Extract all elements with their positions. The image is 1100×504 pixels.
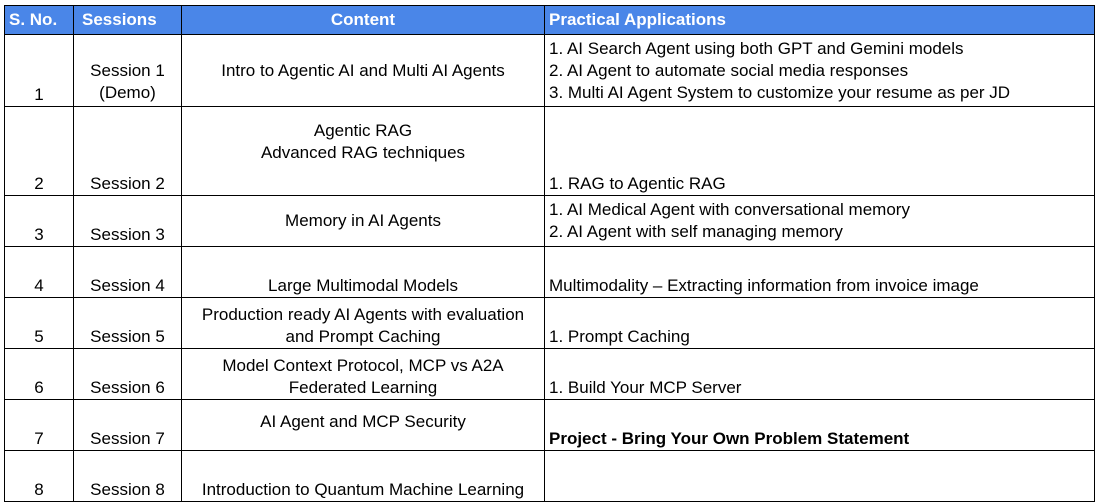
- session-cell: [74, 35, 182, 107]
- content-text: Memory in AI Agents: [285, 211, 441, 230]
- table-row: [5, 247, 1095, 298]
- sno-cell: 8: [5, 451, 74, 502]
- session-label: Session 8: [90, 480, 165, 499]
- content-text: Introduction to Quantum Machine Learning: [201, 480, 525, 499]
- session-label: Session 7: [90, 429, 165, 448]
- header-sessions: Sessions: [74, 6, 182, 35]
- header-sno: S. No.: [5, 6, 74, 35]
- practical-cell: [545, 400, 1095, 451]
- table-row: [5, 451, 1095, 502]
- session-cell: [74, 349, 182, 400]
- practical-item: 1. Prompt Caching: [549, 327, 690, 346]
- session-label: Session 3: [90, 225, 165, 244]
- table-row: [5, 400, 1095, 451]
- sno-cell: 4: [5, 247, 74, 298]
- table-row: [5, 35, 1095, 107]
- content-text: Agentic RAG: [313, 121, 413, 140]
- table-row: [5, 349, 1095, 400]
- practical-cell: [545, 107, 1095, 196]
- practical-item: Multimodality – Extracting information from invoice image: [549, 276, 979, 295]
- content-text: Production ready AI Agents with evaluation and Prompt Caching: [201, 305, 525, 346]
- sno-cell: 3: [5, 196, 74, 247]
- curriculum-table: [4, 5, 1095, 502]
- session-cell: [74, 451, 182, 502]
- header-content: Content: [182, 6, 545, 35]
- header-practical-applications: Practical Applications: [545, 6, 1095, 35]
- content-text: Model Context Protocol, MCP vs A2A: [222, 356, 504, 375]
- session-label: Session 2: [90, 174, 165, 193]
- practical-item: 1. Build Your MCP Server: [549, 378, 742, 397]
- practical-cell: [545, 298, 1095, 349]
- table-row: [5, 298, 1095, 349]
- content-text: Large Multimodal Models: [268, 276, 458, 295]
- table-row: [5, 107, 1095, 196]
- sno-cell: 5: [5, 298, 74, 349]
- practical-cell: [545, 349, 1095, 400]
- practical-item: 1. AI Search Agent using both GPT and Gemini models: [549, 38, 964, 58]
- session-label: Session 4: [90, 276, 165, 295]
- session-label: Session 5: [90, 327, 165, 346]
- content-cell: [182, 35, 545, 107]
- content-cell: [182, 196, 545, 247]
- table-row: [5, 196, 1095, 247]
- practical-cell: [545, 451, 1095, 502]
- content-cell: [182, 400, 545, 451]
- practical-cell: [545, 196, 1095, 247]
- content-cell: [182, 247, 545, 298]
- session-label: Session 6: [90, 378, 165, 397]
- session-label: Session 1: [90, 60, 165, 80]
- session-cell: [74, 247, 182, 298]
- content-text: Intro to Agentic AI and Multi AI Agents: [221, 60, 505, 80]
- practical-item: 3. Multi AI Agent System to customize your resume as per JD: [549, 82, 1011, 102]
- content-text: Federated Learning: [288, 378, 438, 397]
- session-cell: [74, 298, 182, 349]
- content-text: AI Agent and MCP Security: [260, 412, 466, 431]
- practical-cell: [545, 35, 1095, 107]
- session-cell: [74, 400, 182, 451]
- content-text: Advanced RAG techniques: [260, 143, 466, 162]
- sno-cell: 1: [5, 35, 74, 107]
- practical-cell: [545, 247, 1095, 298]
- sno-cell: 7: [5, 400, 74, 451]
- session-cell: [74, 107, 182, 196]
- project-statement: Project - Bring Your Own Problem Statement: [549, 429, 910, 448]
- session-sublabel: (Demo): [99, 82, 156, 102]
- practical-item: 1. AI Medical Agent with conversational memory: [549, 200, 910, 219]
- practical-item: 1. RAG to Agentic RAG: [549, 174, 726, 193]
- content-cell: [182, 451, 545, 502]
- content-cell: [182, 298, 545, 349]
- sno-cell: 2: [5, 107, 74, 196]
- practical-item: 2. AI Agent to automate social media responses: [549, 60, 909, 80]
- sno-cell: 6: [5, 349, 74, 400]
- practical-item: 2. AI Agent with self managing memory: [549, 222, 843, 241]
- content-cell: [182, 107, 545, 196]
- session-cell: [74, 196, 182, 247]
- header-row: [5, 6, 1095, 35]
- content-cell: [182, 349, 545, 400]
